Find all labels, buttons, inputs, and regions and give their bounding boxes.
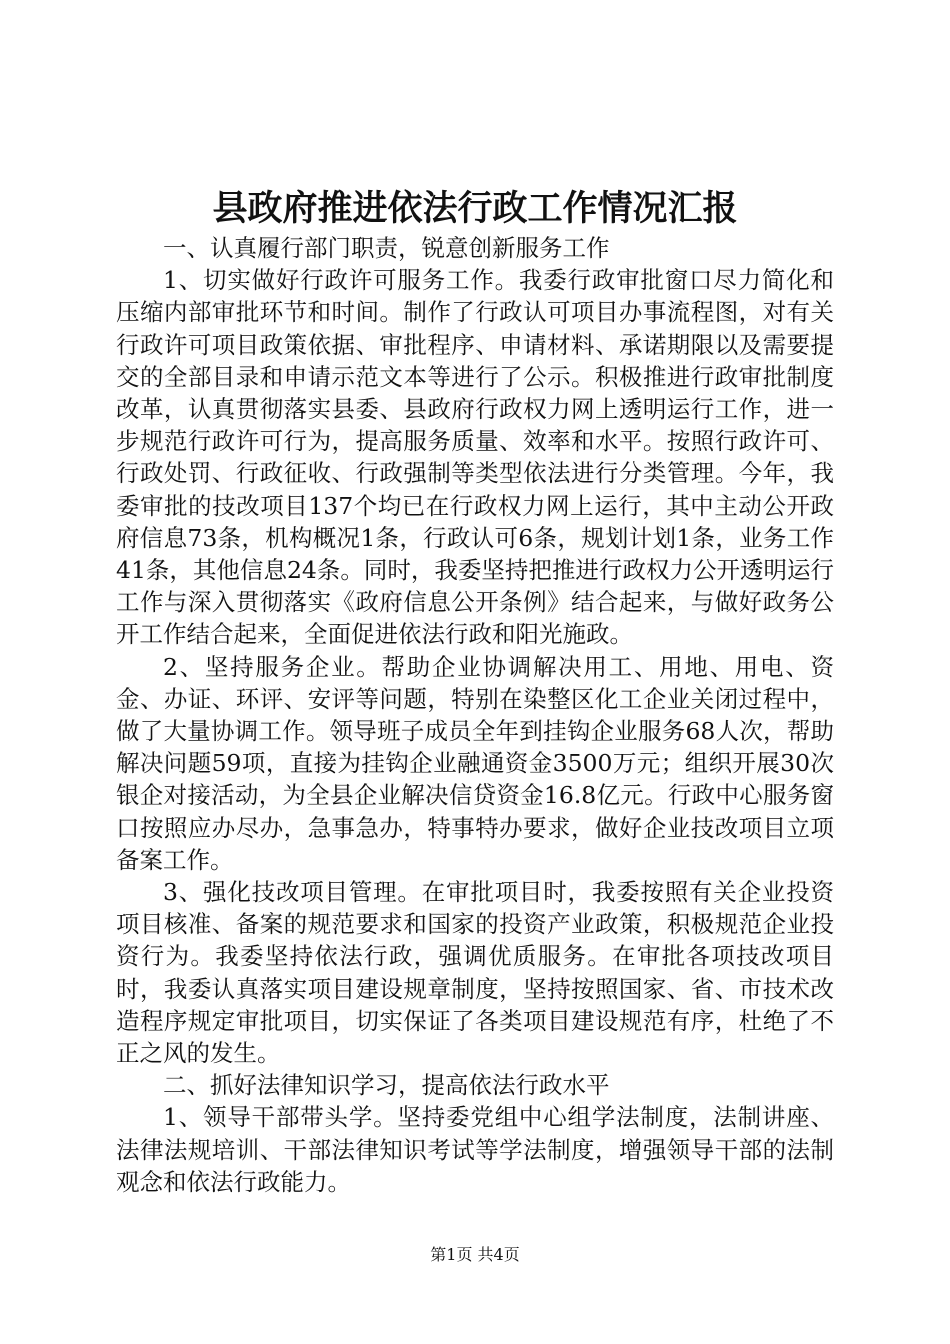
page-footer: 第1页 共4页 — [430, 1245, 520, 1264]
paragraph-2-1: 1、领导干部带头学。坚持委党组中心组学法制度，法制讲座、法律法规培训、干部法律知识考试等学法制度，增强领导干部的法制观念和依法行政能力。 — [116, 1103, 834, 1196]
document-title: 县政府推进依法行政工作情况汇报 — [212, 188, 738, 229]
section-heading-1: 一、认真履行部门职责，锐意创新服务工作 — [163, 234, 610, 262]
paragraph-1-3: 3、强化技改项目管理。在审批项目时，我委按照有关企业投资项目核准、备案的规范要求和国家的投资产业政策，积极规范企业投资行为。我委坚持依法行政，强调优质服务。在审批各项技改项目时，我委认真落实项目建设规章制度，坚持按照国家、省、市技术改造程序规定审批项目，切实保证了各类项目建设规范有序，杜绝了不正之风的发生。 — [116, 878, 834, 1068]
section-heading-2: 二、抓好法律知识学习，提高依法行政水平 — [163, 1071, 610, 1100]
paragraph-1-1: 1、切实做好行政许可服务工作。我委行政审批窗口尽力简化和压缩内部审批环节和时间。制作了行政认可项目办事流程图，对有关行政许可项目政策依据、审批程序、申请材料、承诺期限以及需要提交的全部目录和申请示范文本等进行了公示。积极推进行政审批制度改革，认真贯彻落实县委、县政府行政权力网上透明运行工作，进一步规范行政许可行为，提高服务质量、效率和水平。按照行政许可、行政处罚、行政征收、行政强制等类型依法进行分类管理。今年，我委审批的技改项目137个均已在行政权力网上运行，其中主动公开政府信息73条，机构概况1条，行政认可6条，规划计划1条，业务工作41条，其他信息24条。同时，我委坚持把推进行政权力公开透明运行工作与深入贯彻落实《政府信息公开条例》结合起来，与做好政务公开工作结合起来，全面促进依法行政和阳光施政。 — [116, 266, 834, 649]
document-body — [116, 232, 834, 1198]
paragraph-1-2: 2、坚持服务企业。帮助企业协调解决用工、用地、用电、资金、办证、环评、安评等问题，特别在染整区化工企业关闭过程中，做了大量协调工作。领导班子成员全年到挂钩企业服务68人次，帮助解决问题59项，直接为挂钩企业融通资金3500万元；组织开展30次银企对接活动，为全县企业解决信贷资金16.8亿元。行政中心服务窗口按照应办尽办，急事急办，特事特办要求，做好企业技改项目立项备案工作。 — [116, 652, 834, 874]
